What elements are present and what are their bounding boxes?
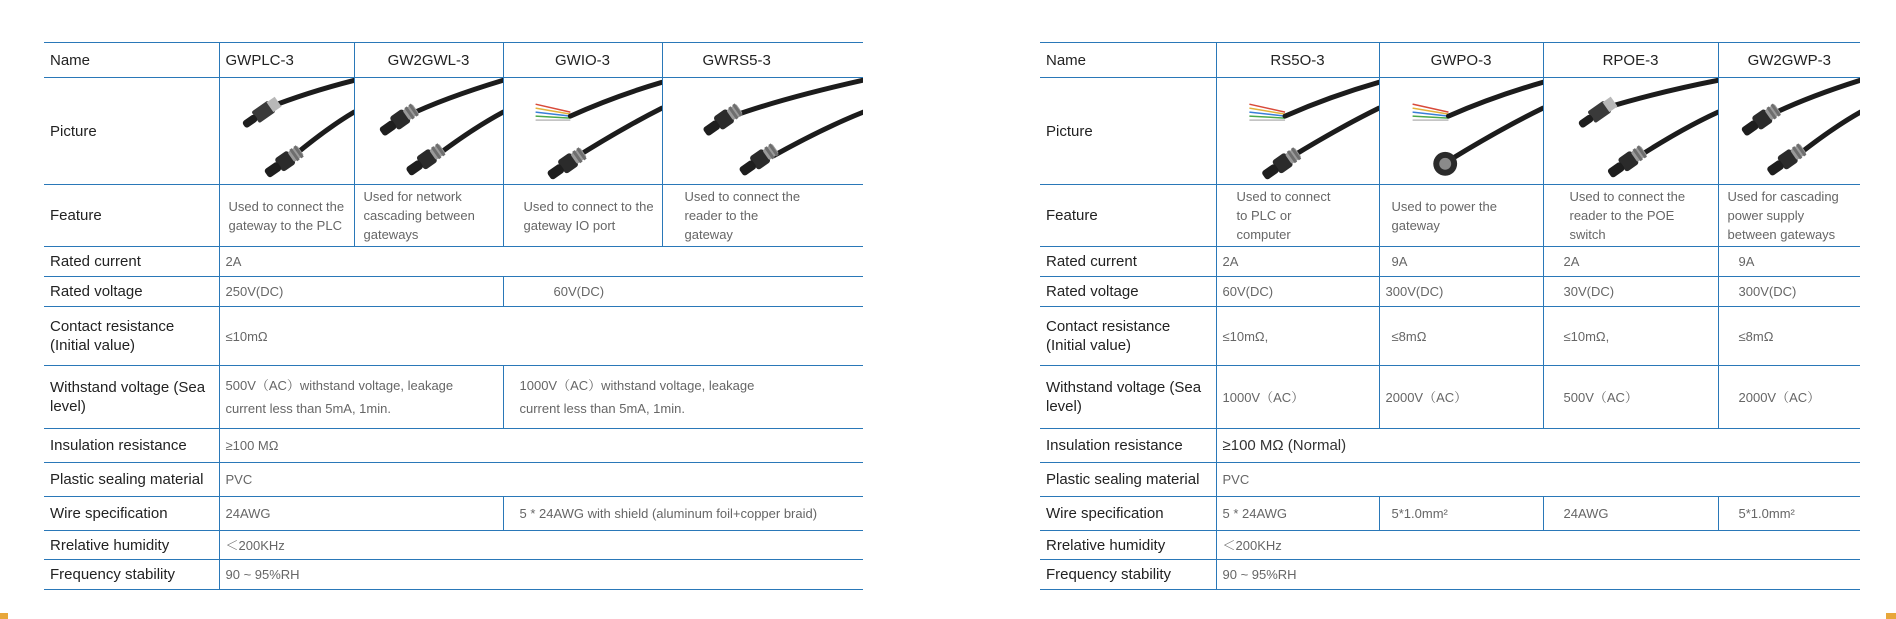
feature-text: Used to connect to the gateway IO port: [503, 185, 662, 247]
humidity-value: ＜200KHz: [1216, 531, 1860, 560]
wire-spec-value: 5*1.0mm²: [1379, 497, 1543, 531]
table-row: [44, 247, 863, 277]
product-name: GW2GWL-3: [354, 43, 503, 78]
table-row: [44, 307, 863, 366]
m12-to-m12-cable-icon: [1719, 78, 1861, 184]
row-label: Rrelative humidity: [44, 531, 219, 560]
rated-current-value: 2A: [1216, 247, 1379, 277]
m12-to-m12-cable-icon: [663, 78, 864, 184]
row-label: Plastic sealing material: [1040, 463, 1216, 497]
product-name: GWPLC-3: [219, 43, 354, 78]
row-label: Name: [1040, 43, 1216, 78]
contact-resistance-value: ≤10mΩ: [219, 307, 863, 366]
table-row: [1040, 277, 1860, 307]
contact-resistance-value: ≤8mΩ: [1718, 307, 1860, 366]
product-picture: [662, 78, 863, 185]
rated-voltage-value: 60V(DC): [503, 277, 863, 307]
table-row: [44, 429, 863, 463]
product-name: GWIO-3: [503, 43, 662, 78]
withstand-voltage-value: 500V（AC）withstand voltage, leakage current less than 5mA, 1min.: [219, 366, 503, 429]
wire-spec-value: 5*1.0mm²: [1718, 497, 1860, 531]
feature-text: Used to connect the gateway to the PLC: [219, 185, 354, 247]
feature-text: Used to connect the reader to the gateway: [662, 185, 863, 247]
row-label: Picture: [1040, 78, 1216, 185]
product-name: GWPO-3: [1379, 43, 1543, 78]
product-picture: [1543, 78, 1718, 185]
right-spec-table: [1040, 42, 1860, 590]
row-label: Insulation resistance: [1040, 429, 1216, 463]
table-row: [1040, 307, 1860, 366]
table-row: [44, 531, 863, 560]
row-label: Rated current: [1040, 247, 1216, 277]
table-row: [1040, 463, 1860, 497]
m12-open-wire-cable-icon: [1217, 78, 1379, 184]
insulation-value: ≥100 MΩ: [219, 429, 863, 463]
wire-spec-value: 5 * 24AWG with shield (aluminum foil+copper braid): [503, 497, 863, 531]
frequency-value: 90 ~ 95%RH: [1216, 560, 1860, 590]
product-name: GWRS5-3: [662, 43, 863, 78]
row-label: Contact resistance (Initial value): [44, 307, 219, 366]
table-row: [1040, 43, 1860, 78]
table-row: [1040, 366, 1860, 429]
row-label: Feature: [1040, 185, 1216, 247]
row-label: Rated voltage: [44, 277, 219, 307]
contact-resistance-value: ≤8mΩ: [1379, 307, 1543, 366]
sealing-value: PVC: [219, 463, 863, 497]
rj45-to-m12-cable-icon: [1544, 78, 1718, 184]
product-picture: [1379, 78, 1543, 185]
table-row: [44, 78, 863, 185]
rated-voltage-value: 300V(DC): [1379, 277, 1543, 307]
page-corner-mark: [0, 613, 8, 619]
rated-voltage-value: 250V(DC): [219, 277, 503, 307]
product-picture: [1216, 78, 1379, 185]
wire-spec-value: 24AWG: [1543, 497, 1718, 531]
table-row: [1040, 247, 1860, 277]
sealing-value: PVC: [1216, 463, 1860, 497]
feature-text: Used to connect to PLC or computer: [1216, 185, 1379, 247]
withstand-voltage-value: 500V（AC）: [1543, 366, 1718, 429]
withstand-voltage-value: 2000V（AC）: [1379, 366, 1543, 429]
row-label: Wire specification: [1040, 497, 1216, 531]
left-spec-table: [44, 42, 863, 590]
table-row: [1040, 78, 1860, 185]
product-name: RPOE-3: [1543, 43, 1718, 78]
contact-resistance-value: ≤10mΩ,: [1543, 307, 1718, 366]
row-label: Insulation resistance: [44, 429, 219, 463]
withstand-voltage-value: 1000V（AC）withstand voltage, leakage current less than 5mA, 1min.: [503, 366, 863, 429]
feature-text: Used for network cascading between gateways: [354, 185, 503, 247]
table-row: [44, 497, 863, 531]
row-label: Feature: [44, 185, 219, 247]
wire-spec-value: 5 * 24AWG: [1216, 497, 1379, 531]
rated-current-value: 9A: [1379, 247, 1543, 277]
withstand-voltage-value: 2000V（AC）: [1718, 366, 1860, 429]
row-label: Picture: [44, 78, 219, 185]
rated-voltage-value: 60V(DC): [1216, 277, 1379, 307]
product-picture: [354, 78, 503, 185]
row-label: Rrelative humidity: [1040, 531, 1216, 560]
row-label: Name: [44, 43, 219, 78]
table-row: [44, 366, 863, 429]
m12-open-wire-cable-icon: [504, 78, 662, 184]
table-row: [44, 43, 863, 78]
table-row: [1040, 560, 1860, 590]
m12-to-m12-cable-icon: [355, 78, 503, 184]
table-row: [44, 560, 863, 590]
table-row: [44, 185, 863, 247]
rj45-to-m12-cable-icon: [220, 78, 354, 184]
row-label: Rated current: [44, 247, 219, 277]
withstand-voltage-value: 1000V（AC）: [1216, 366, 1379, 429]
table-row: [44, 463, 863, 497]
table-row: [1040, 497, 1860, 531]
rated-current-value: 2A: [1543, 247, 1718, 277]
table-row: [1040, 531, 1860, 560]
product-picture: [1718, 78, 1860, 185]
product-picture: [219, 78, 354, 185]
row-label: Withstand voltage (Sea level): [44, 366, 219, 429]
feature-text: Used for cascading power supply between gateways: [1718, 185, 1860, 247]
humidity-value: ＜200KHz: [219, 531, 863, 560]
row-label: Withstand voltage (Sea level): [1040, 366, 1216, 429]
table-row: [44, 277, 863, 307]
row-label: Plastic sealing material: [44, 463, 219, 497]
table-row: [1040, 429, 1860, 463]
m12-open-wire-cable-icon: [1380, 78, 1543, 184]
row-label: Contact resistance (Initial value): [1040, 307, 1216, 366]
page-corner-mark: [1886, 613, 1896, 619]
rated-voltage-value: 300V(DC): [1718, 277, 1860, 307]
rated-voltage-value: 30V(DC): [1543, 277, 1718, 307]
contact-resistance-value: ≤10mΩ,: [1216, 307, 1379, 366]
rated-current-value: 9A: [1718, 247, 1860, 277]
row-label: Wire specification: [44, 497, 219, 531]
feature-text: Used to power the gateway: [1379, 185, 1543, 247]
product-name: RS5O-3: [1216, 43, 1379, 78]
wire-spec-value: 24AWG: [219, 497, 503, 531]
feature-text: Used to connect the reader to the POE switch: [1543, 185, 1718, 247]
row-label: Frequency stability: [44, 560, 219, 590]
row-label: Rated voltage: [1040, 277, 1216, 307]
table-row: [1040, 185, 1860, 247]
row-label: Frequency stability: [1040, 560, 1216, 590]
insulation-value: ≥100 MΩ (Normal): [1216, 429, 1860, 463]
frequency-value: 90 ~ 95%RH: [219, 560, 863, 590]
product-name: GW2GWP-3: [1718, 43, 1860, 78]
rated-current-value: 2A: [219, 247, 863, 277]
product-picture: [503, 78, 662, 185]
